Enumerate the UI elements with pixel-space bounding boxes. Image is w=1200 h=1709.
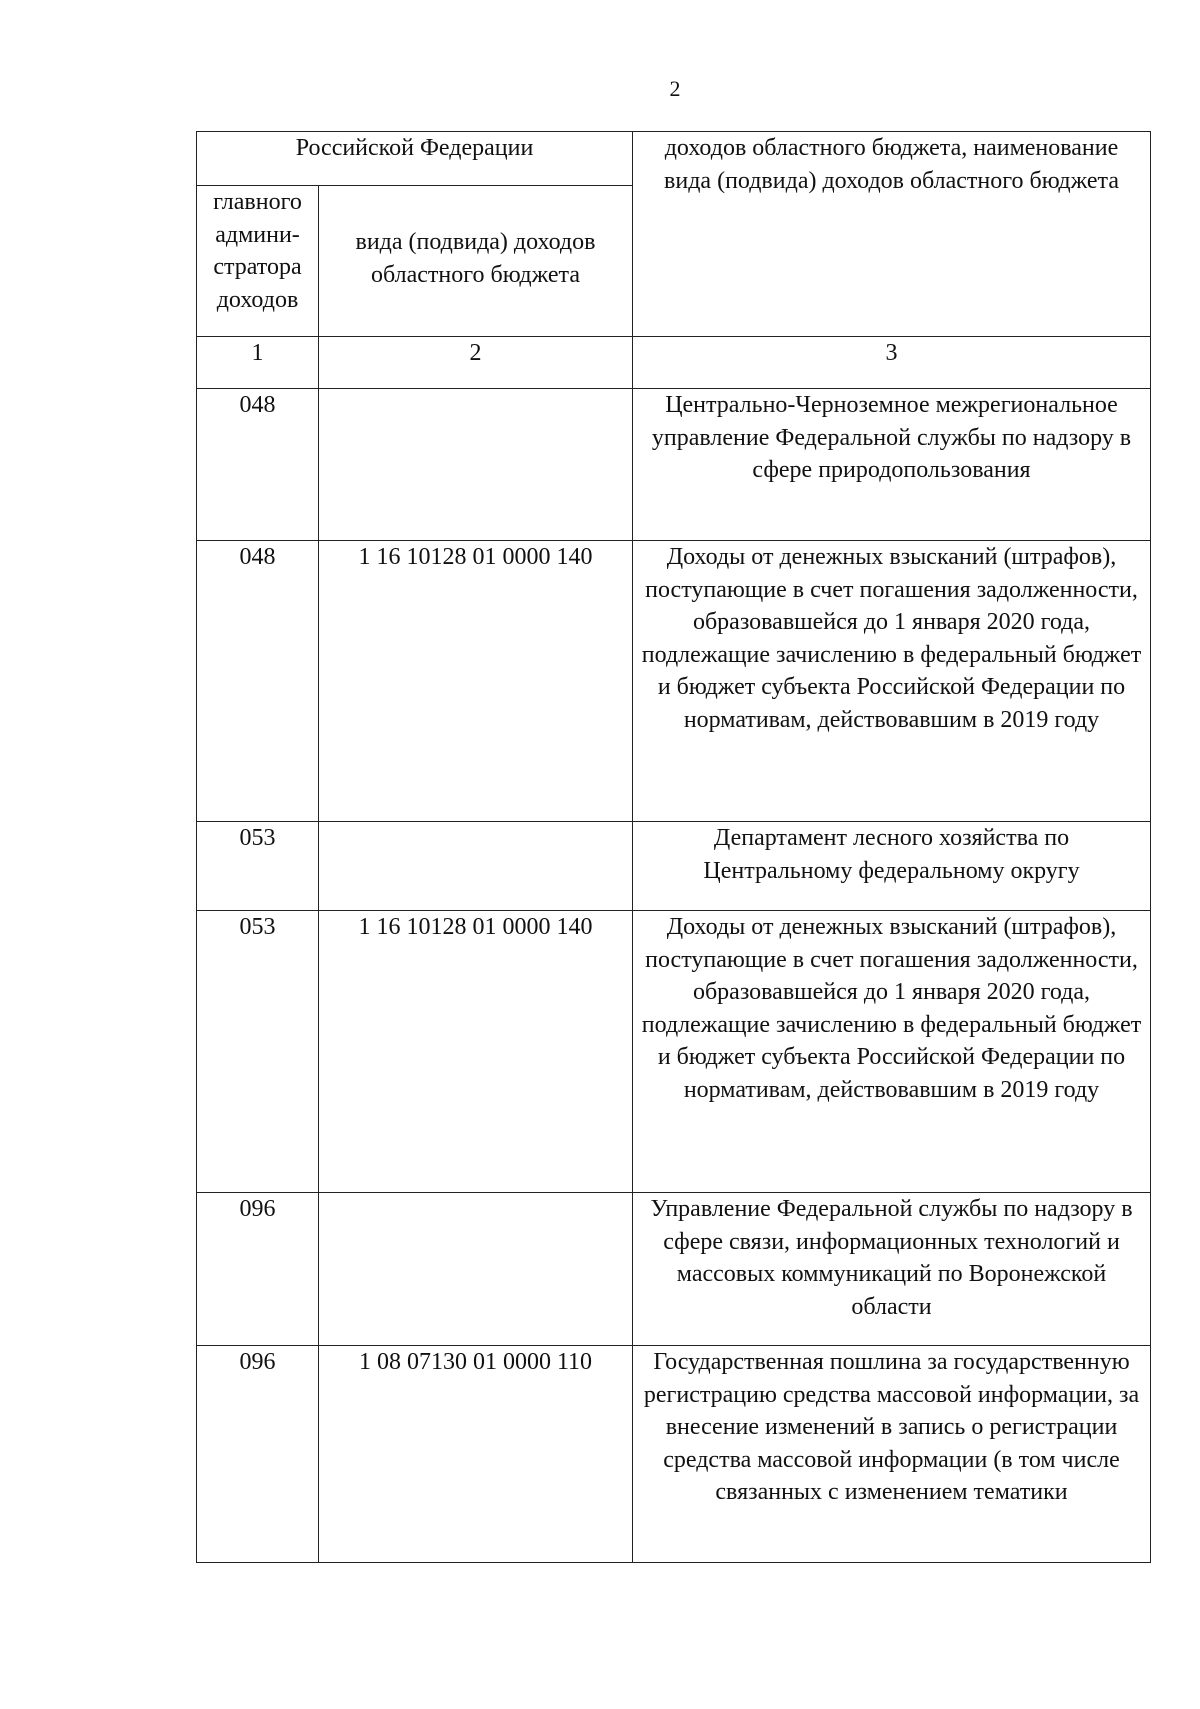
table-row	[197, 1346, 1151, 1563]
admin-code-cell: 048	[197, 389, 319, 541]
table-row	[197, 389, 1151, 541]
header-type-column: вида (подвида) доходов областного бюджета	[319, 186, 633, 337]
income-name-cell: Государственная пошлина за государственную регистрацию средства массовой информации, за внесение изменений в запись о регистрации средства массовой информации (в том числе связанных с изменением тематики	[633, 1346, 1151, 1563]
income-name-cell: Департамент лесного хозяйства по Центральному федеральному округу	[633, 822, 1151, 911]
table-row	[197, 1193, 1151, 1346]
admin-code-cell: 096	[197, 1346, 319, 1563]
kbk-cell: 1 08 07130 01 0000 110	[319, 1346, 633, 1563]
admin-code-cell: 053	[197, 911, 319, 1193]
kbk-cell: 1 16 10128 01 0000 140	[319, 541, 633, 822]
income-name-cell: Центрально-Черноземное межрегиональное управление Федеральной службы по надзору в сфере природопользования	[633, 389, 1151, 541]
header-federation: Российской Федерации	[197, 132, 633, 186]
kbk-cell: 1 16 10128 01 0000 140	[319, 911, 633, 1193]
admin-code-cell: 096	[197, 1193, 319, 1346]
header-row-top	[197, 132, 1151, 186]
header-name-column: доходов областного бюджета, наименование вида (подвида) доходов областного бюджета	[633, 132, 1151, 337]
table-row	[197, 541, 1151, 822]
kbk-cell	[319, 822, 633, 911]
page-number: 2	[669, 76, 681, 101]
income-codes-table	[196, 131, 1151, 1563]
column-number: 3	[633, 337, 1151, 389]
kbk-cell	[319, 1193, 633, 1346]
income-name-cell: Управление Федеральной службы по надзору в сфере связи, информационных технологий и массовых коммуникаций по Воронежской области	[633, 1193, 1151, 1346]
income-name-cell: Доходы от денежных взысканий (штрафов), поступающие в счет погашения задолженности, образовавшейся до 1 января 2020 года, подлежащие зачислению в федеральный бюджет и бюджет субъекта Российской Федерации по нормативам, действовавшим в 2019 году	[633, 911, 1151, 1193]
column-number: 2	[319, 337, 633, 389]
column-number: 1	[197, 337, 319, 389]
admin-code-cell: 053	[197, 822, 319, 911]
admin-code-cell: 048	[197, 541, 319, 822]
table-row	[197, 911, 1151, 1193]
income-name-cell: Доходы от денежных взысканий (штрафов), поступающие в счет погашения задолженности, образовавшейся до 1 января 2020 года, подлежащие зачислению в федеральный бюджет и бюджет субъекта Российской Федерации по нормативам, действовавшим в 2019 году	[633, 541, 1151, 822]
header-admin-column: главного админи-стратора доходов	[197, 186, 319, 337]
column-numbers-row	[197, 337, 1151, 389]
table-row	[197, 822, 1151, 911]
kbk-cell	[319, 389, 633, 541]
